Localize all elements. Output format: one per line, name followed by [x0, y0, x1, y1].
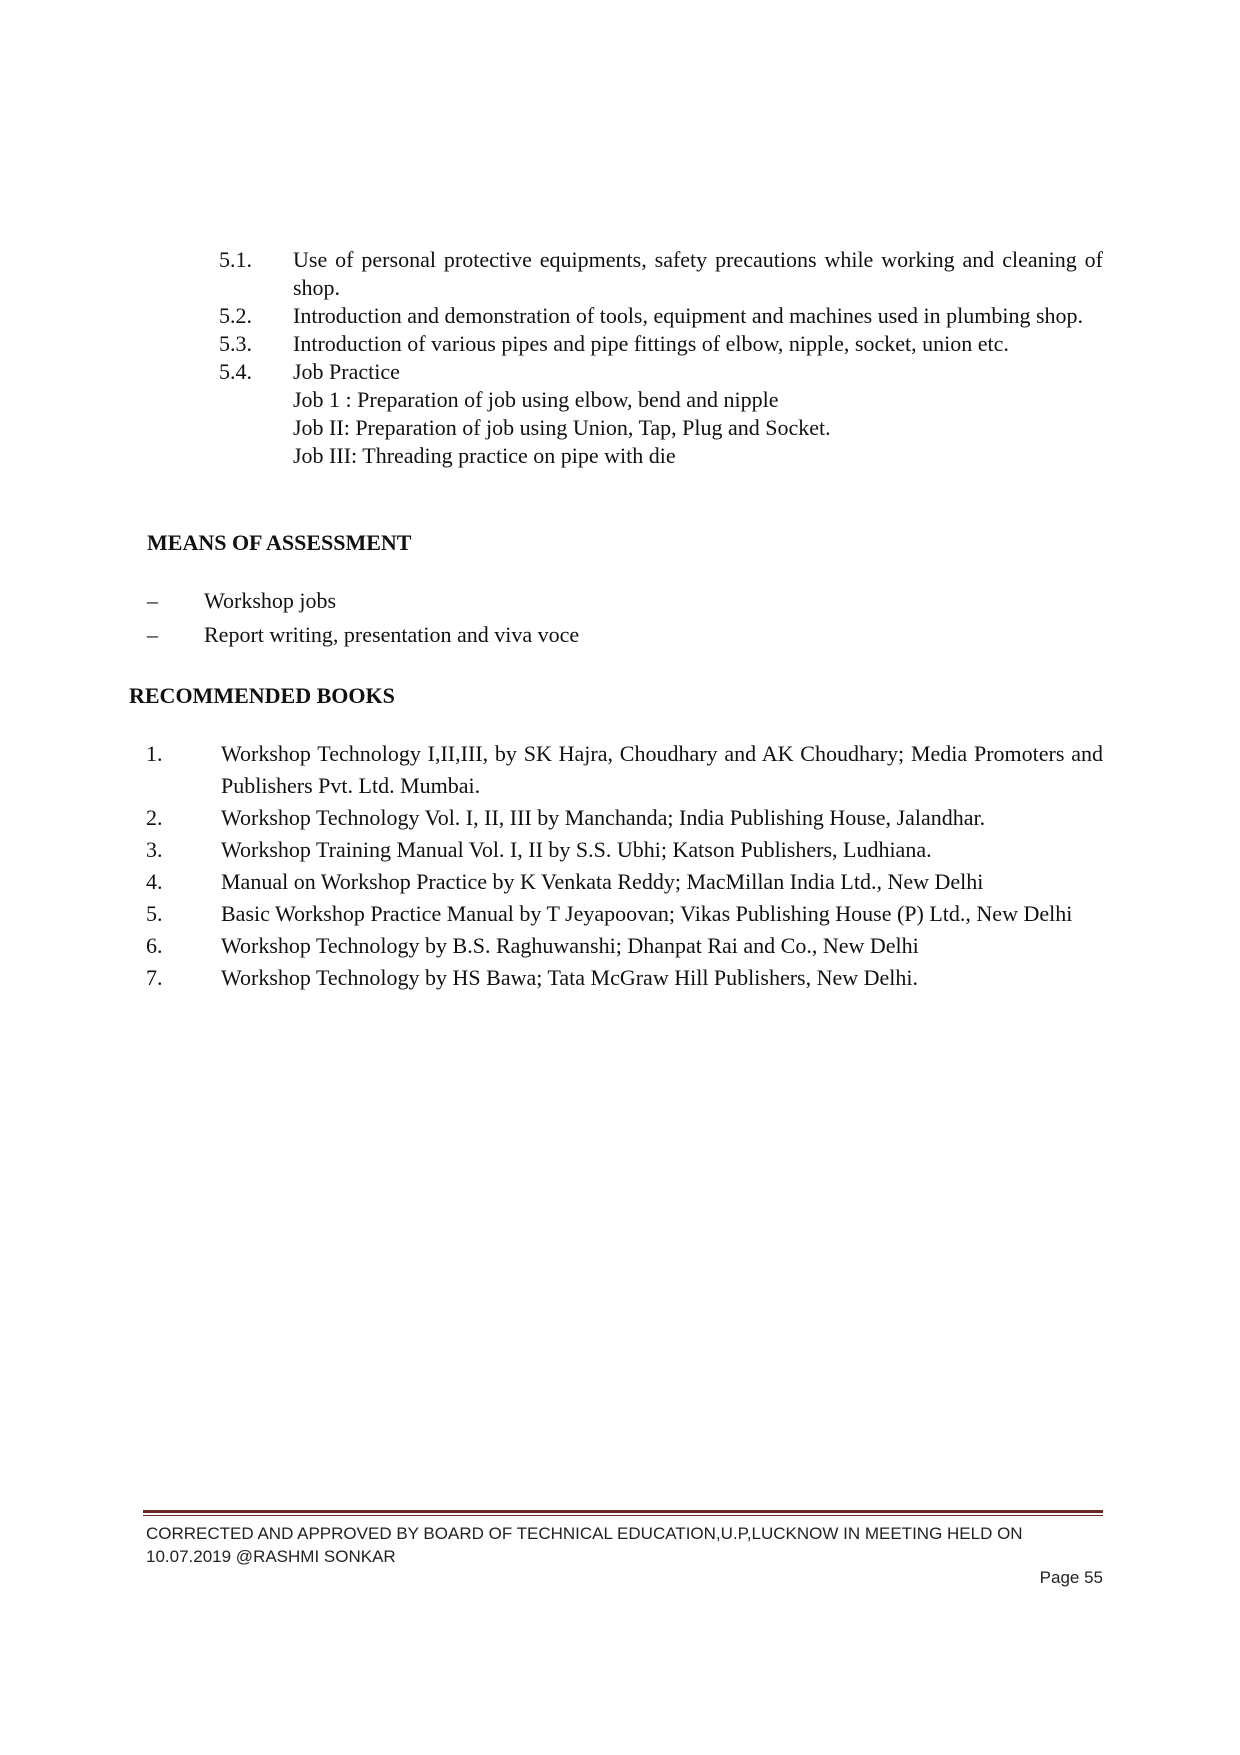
book-number: 2. — [146, 805, 163, 830]
book-item — [146, 866, 1103, 898]
footer-rule-thick — [143, 1510, 1103, 1513]
subtopic-number: 5.2. — [219, 303, 252, 328]
book-number: 1. — [146, 741, 163, 766]
assessment-list — [147, 587, 1047, 655]
book-text: Workshop Technology by HS Bawa; Tata McGraw Hill Publishers, New Delhi. — [221, 965, 919, 990]
book-text: Workshop Technology Vol. I, II, III by Manchanda; India Publishing House, Jalandhar. — [221, 805, 986, 830]
job-item: Job III: Threading practice on pipe with die — [293, 443, 676, 468]
assessment-item: Workshop jobs — [204, 588, 337, 613]
practical-subtopics-list — [219, 246, 1103, 470]
book-item — [146, 898, 1103, 930]
subtopic-body — [293, 358, 1103, 470]
book-number: 7. — [146, 965, 163, 990]
book-number: 3. — [146, 837, 163, 862]
subtopic-number: 5.1. — [219, 247, 252, 272]
book-text: Workshop Technology by B.S. Raghuwanshi; Dhanpat Rai and Co., New Delhi — [221, 933, 919, 958]
subtopic-text: Introduction of various pipes and pipe fittings of elbow, nipple, socket, union etc. — [293, 331, 1009, 356]
book-item — [146, 962, 1103, 994]
job-item: Job 1 : Preparation of job using elbow, bend and nipple — [293, 387, 779, 412]
books-list — [146, 738, 1103, 994]
subtopic-text: Job Practice — [293, 359, 400, 384]
job-item: Job II: Preparation of job using Union, Tap, Plug and Socket. — [293, 415, 831, 440]
footer-divider — [143, 1510, 1103, 1516]
subtopic-text: Introduction and demonstration of tools, equipment and machines used in plumbing shop. — [293, 303, 1084, 328]
book-item — [146, 802, 1103, 834]
book-text: Workshop Training Manual Vol. I, II by S.S. Ubhi; Katson Publishers, Ludhiana. — [221, 837, 932, 862]
book-number: 4. — [146, 869, 163, 894]
dash-bullet: – — [147, 588, 158, 613]
subtopic-item — [219, 246, 1103, 302]
subtopic-item — [219, 302, 1103, 330]
book-text: Basic Workshop Practice Manual by T Jeyapoovan; Vikas Publishing House (P) Ltd., New Delhi — [221, 901, 1073, 926]
book-item — [146, 834, 1103, 866]
subtopic-item — [219, 358, 1103, 470]
subtopic-number: 5.4. — [219, 359, 252, 384]
subtopic-text: Use of personal protective equipments, safety precautions while working and cleaning of shop. — [293, 247, 1103, 300]
dash-bullet: – — [147, 622, 158, 647]
book-text: Workshop Technology I,II,III, by SK Hajra, Choudhary and AK Choudhary; Media Promoters and Publishers Pvt. Ltd. Mumbai. — [221, 741, 1103, 798]
book-number: 5. — [146, 901, 163, 926]
assessment-heading: MEANS OF ASSESSMENT — [147, 530, 412, 555]
assessment-item: Report writing, presentation and viva voce — [204, 622, 580, 647]
book-item — [146, 738, 1103, 802]
book-text: Manual on Workshop Practice by K Venkata Reddy; MacMillan India Ltd., New Delhi — [221, 869, 984, 894]
list-item — [147, 587, 1047, 615]
footer-rule-thin — [143, 1515, 1103, 1516]
footer-approval-note — [146, 1522, 1106, 1568]
book-number: 6. — [146, 933, 163, 958]
book-item — [146, 930, 1103, 962]
subtopic-item — [219, 330, 1103, 358]
list-item — [147, 621, 1047, 649]
books-heading: RECOMMENDED BOOKS — [129, 683, 395, 708]
footer-line: 10.07.2019 @RASHMI SONKAR — [146, 1547, 396, 1566]
subtopic-number: 5.3. — [219, 331, 252, 356]
page-number: Page 55 — [1039, 1568, 1103, 1587]
footer-line: CORRECTED AND APPROVED BY BOARD OF TECHNICAL EDUCATION,U.P,LUCKNOW IN MEETING HELD ON — [146, 1524, 1023, 1543]
